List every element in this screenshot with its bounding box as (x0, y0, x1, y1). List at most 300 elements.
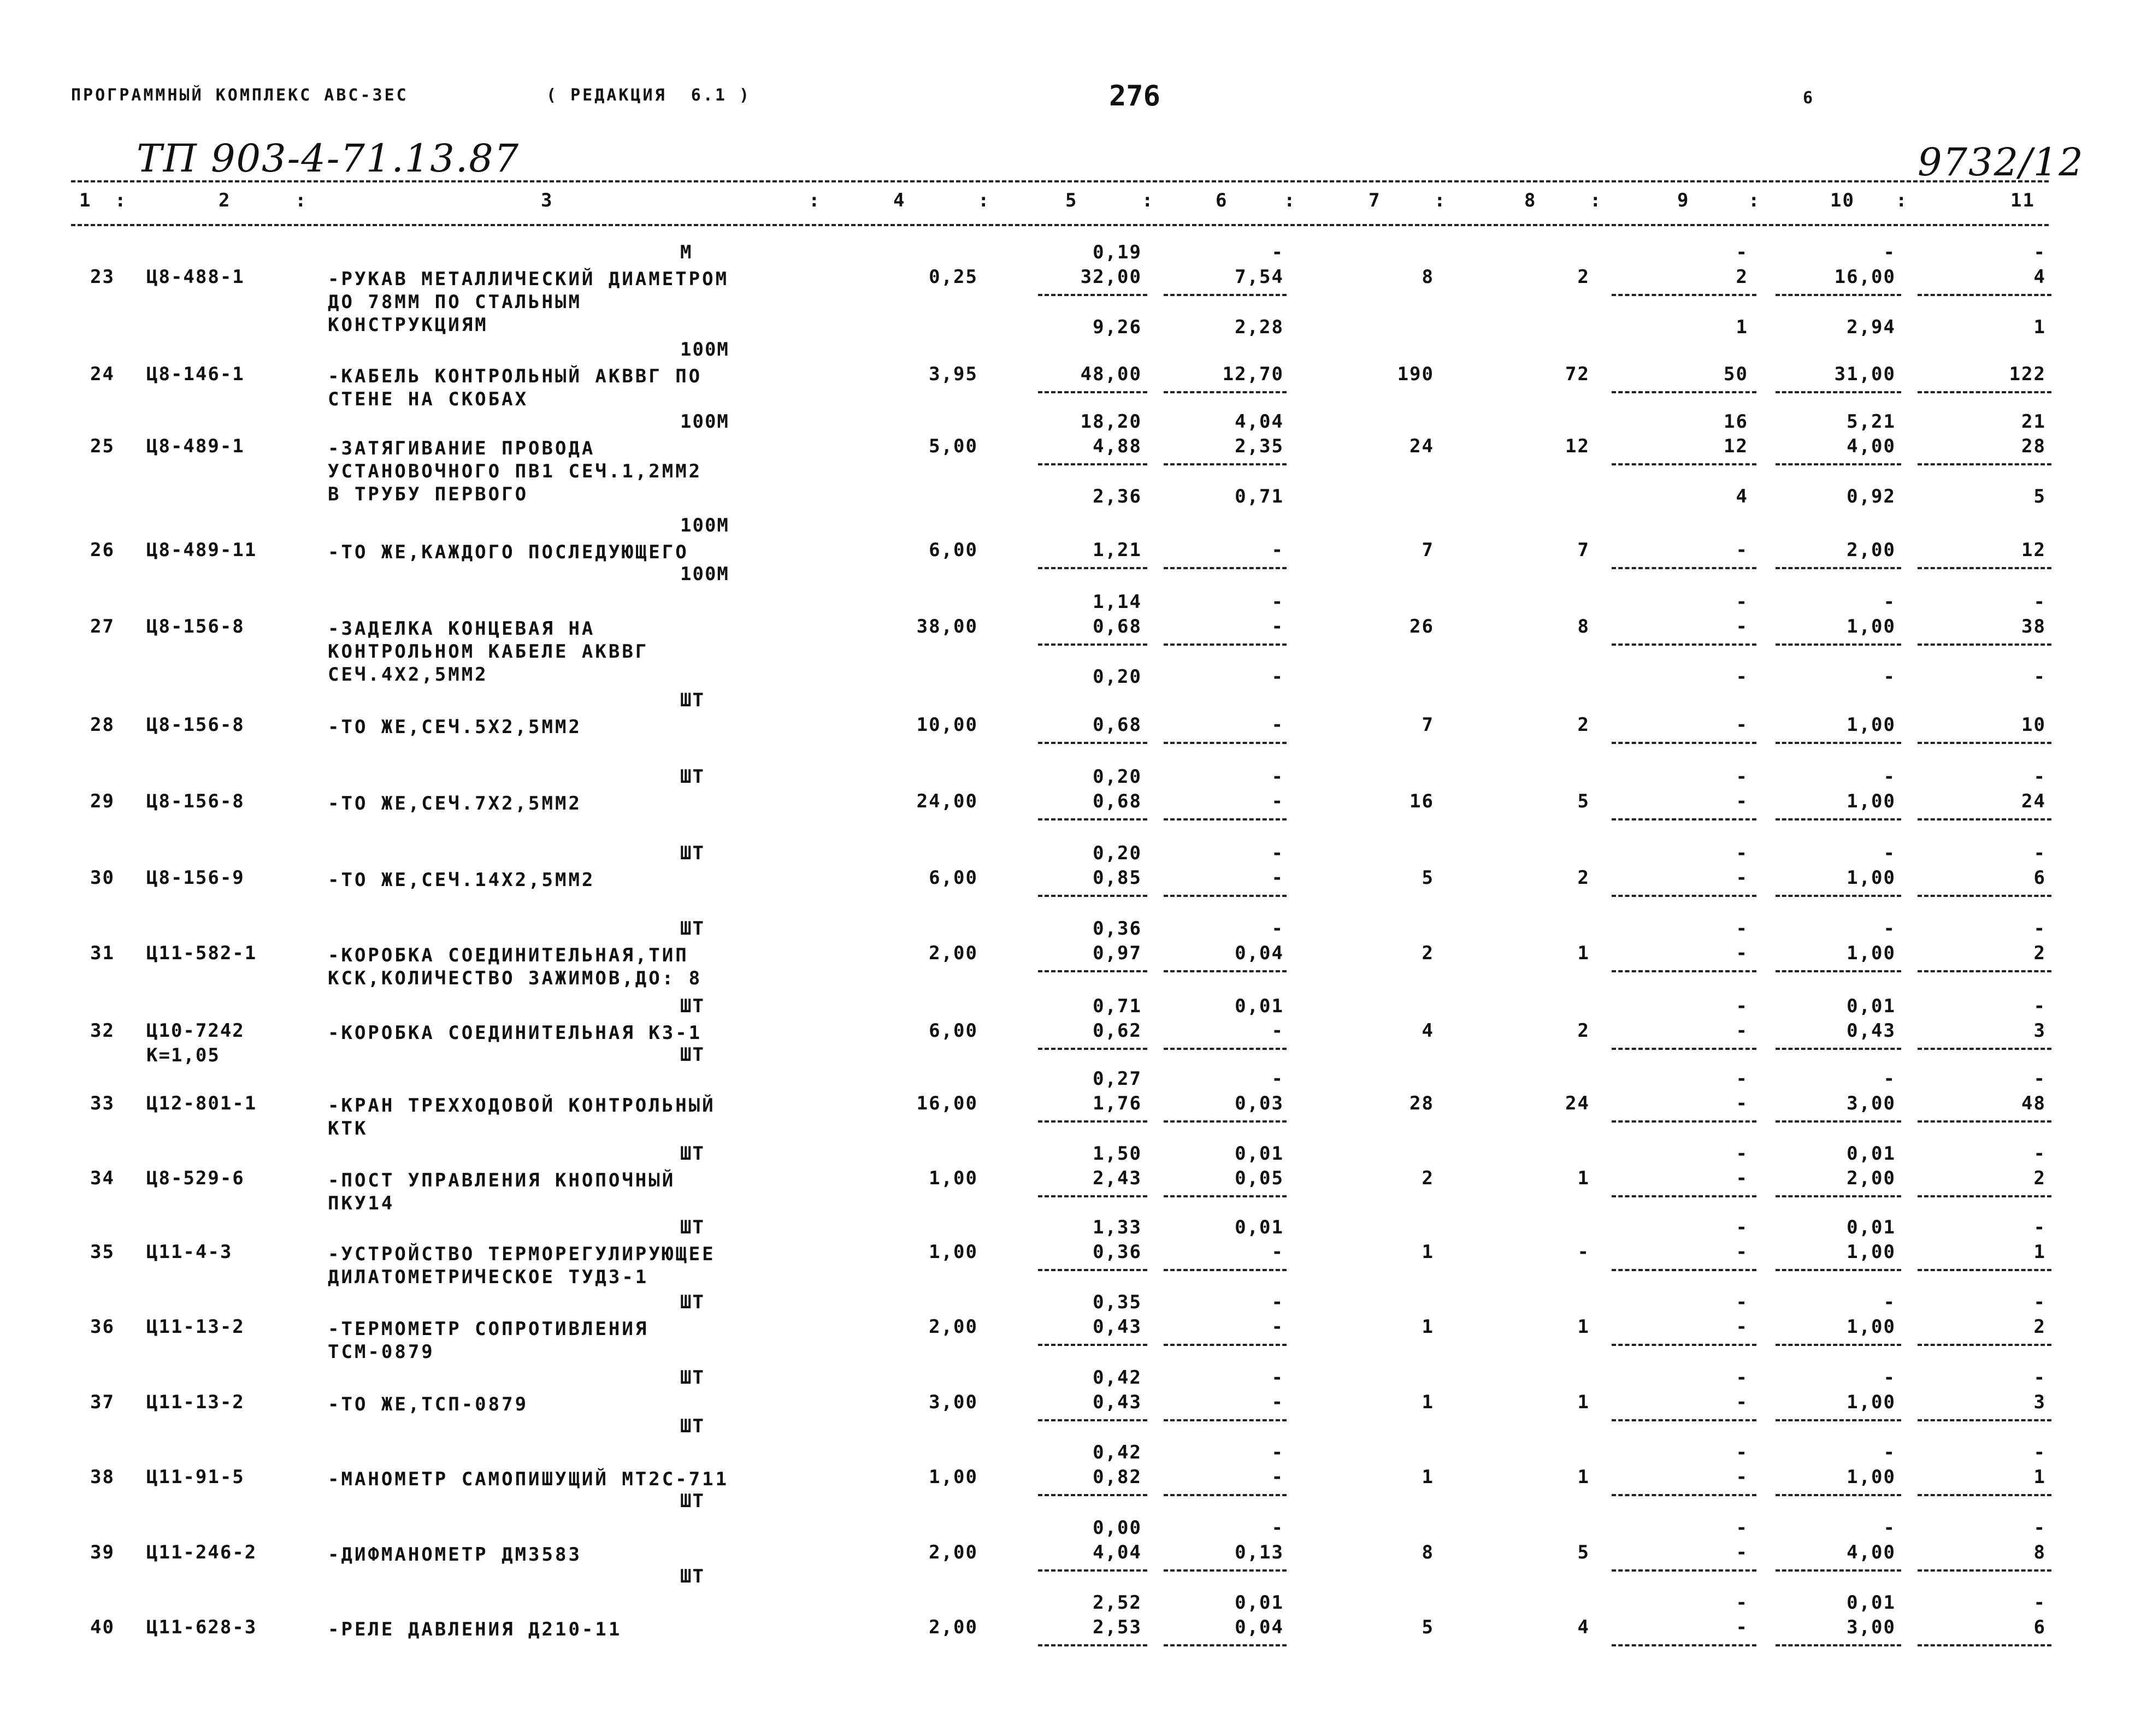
row-38-pre-c6: - (1271, 1442, 1284, 1463)
row-26-c10: 2,00 (1847, 539, 1896, 561)
row-divider (1776, 463, 1901, 465)
row-36-c6: - (1271, 1316, 1284, 1338)
row-25-pre-c6: 4,04 (1235, 411, 1284, 433)
row-33-pre-c11: - (2033, 1068, 2046, 1090)
row-40-pre-c9: - (1736, 1592, 1748, 1614)
row-number: 38 (90, 1466, 115, 1488)
row-divider (1918, 1419, 2051, 1421)
unit-label: ШТ (680, 1415, 705, 1437)
row-31-c6: 0,04 (1235, 942, 1284, 964)
row-24-c8: 72 (1565, 363, 1590, 385)
row-divider (1776, 1644, 1901, 1646)
row-divider (1776, 1569, 1901, 1572)
row-31-c7: 2 (1422, 942, 1434, 964)
row-35-c5: 0,36 (1093, 1241, 1142, 1263)
row-28-c8: 2 (1577, 714, 1590, 736)
rate-code: Ц8-146-1 (146, 363, 245, 385)
row-divider (1776, 895, 1901, 897)
row-divider (1776, 1195, 1901, 1197)
row-divider (1776, 1419, 1901, 1421)
row-29-c4: 24,00 (916, 790, 978, 812)
row-27-pre-c9: - (1736, 591, 1748, 613)
work-description: -УСТРОЙСТВО ТЕРМОРЕГУЛИРУЮЩЕЕ (328, 1243, 716, 1265)
row-divider (1038, 970, 1147, 972)
row-number: 25 (90, 435, 115, 457)
unit-label: М (680, 241, 693, 263)
row-27-c11: 38 (2021, 616, 2046, 637)
work-description: -ЗАДЕЛКА КОНЦЕВАЯ НА (328, 618, 595, 640)
rate-code: Ц11-582-1 (146, 942, 257, 964)
row-32-c11: 3 (2033, 1020, 2046, 1042)
column-separator: : (1284, 190, 1296, 211)
row-28-c5: 0,68 (1093, 714, 1142, 736)
unit-label: ШТ (680, 1367, 705, 1389)
row-divider (1776, 1120, 1901, 1123)
row-32-c7: 4 (1422, 1020, 1434, 1042)
row-divider (1612, 818, 1756, 820)
row-number: 28 (90, 714, 115, 736)
rate-code: Ц11-91-5 (146, 1466, 245, 1488)
unit-label: ШТ (680, 842, 705, 864)
row-30-c4: 6,00 (929, 867, 978, 889)
row-divider (1164, 294, 1287, 296)
row-37-c4: 3,00 (929, 1391, 978, 1413)
row-divider (1612, 895, 1756, 897)
work-description: -КОРОБКА СОЕДИНИТЕЛЬНАЯ КЗ-1 (328, 1022, 703, 1044)
row-number: 40 (90, 1616, 115, 1638)
row-34-c11: 2 (2033, 1167, 2046, 1189)
row-divider (1164, 1644, 1287, 1646)
row-39-c8: 5 (1577, 1542, 1590, 1563)
work-description: КТК (328, 1118, 368, 1139)
row-divider (1776, 970, 1901, 972)
row-divider (1776, 742, 1901, 744)
column-header-4: 4 (893, 190, 906, 211)
row-number: 23 (90, 266, 115, 288)
row-23-c7: 8 (1422, 266, 1434, 288)
row-37-pre-c10: - (1883, 1367, 1896, 1389)
row-divider (1612, 970, 1756, 972)
row-23-c8: 2 (1577, 266, 1590, 288)
row-24-c4: 3,95 (929, 363, 978, 385)
row-divider (1038, 1048, 1147, 1050)
row-number: 31 (90, 942, 115, 964)
row-24-c5: 48,00 (1080, 363, 1142, 385)
row-28-c11: 10 (2021, 714, 2046, 736)
row-31-c5: 0,97 (1093, 942, 1142, 964)
work-description: СТЕНЕ НА СКОБАХ (328, 388, 529, 410)
row-40-c9: - (1736, 1616, 1748, 1638)
row-38-pre-c9: - (1736, 1442, 1748, 1463)
row-40-c8: 4 (1577, 1616, 1590, 1638)
row-31-c11: 2 (2033, 942, 2046, 964)
work-description: ПКУ14 (328, 1192, 395, 1214)
row-37-c6: - (1271, 1391, 1284, 1413)
row-39-c4: 2,00 (929, 1542, 978, 1563)
row-divider (1918, 1344, 2051, 1346)
row-33-c8: 24 (1565, 1093, 1590, 1114)
row-divider (1038, 567, 1147, 569)
row-38-pre-c10: - (1883, 1442, 1896, 1463)
row-number: 33 (90, 1093, 115, 1114)
row-38-pre-c5: 0,42 (1093, 1442, 1142, 1463)
row-divider (1776, 391, 1901, 393)
row-27-c10: 1,00 (1847, 616, 1896, 637)
row-29-pre-c9: - (1736, 766, 1748, 788)
work-description: -ТЕРМОМЕТР СОПРОТИВЛЕНИЯ (328, 1318, 649, 1340)
row-33-c4: 16,00 (916, 1093, 978, 1114)
row-27-c9: - (1736, 616, 1748, 637)
row-divider (1164, 391, 1287, 393)
row-23-c10: 16,00 (1834, 266, 1896, 288)
row-30-pre-c5: 0,20 (1093, 842, 1142, 864)
row-37-c10: 1,00 (1847, 1391, 1896, 1413)
row-divider (1164, 970, 1287, 972)
unit-label: 100М (680, 339, 729, 361)
rate-code: Ц11-13-2 (146, 1316, 245, 1338)
header-rule (71, 180, 2049, 182)
program-title: ПРОГРАММНЫЙ КОМПЛЕКС АВС-3ЕС (71, 86, 409, 105)
page-number: 276 (1109, 80, 1160, 113)
row-27-sub-c5: 0,20 (1093, 666, 1142, 688)
row-36-c9: - (1736, 1316, 1748, 1338)
row-number: 34 (90, 1167, 115, 1189)
row-37-pre-c5: 0,42 (1093, 1367, 1142, 1389)
row-divider (1612, 742, 1756, 744)
row-divider (1918, 1644, 2051, 1646)
row-38-c6: - (1271, 1466, 1284, 1488)
column-header-1: 1 (79, 190, 92, 211)
row-29-c6: - (1271, 790, 1284, 812)
row-29-pre-c11: - (2033, 766, 2046, 788)
work-description: ДИЛАТОМЕТРИЧЕСКОЕ ТУДЗ-1 (328, 1266, 649, 1288)
row-35-pre-c6: 0,01 (1235, 1217, 1284, 1238)
row-23-sub-c5: 9,26 (1093, 316, 1142, 338)
row-32-pre-c9: - (1736, 995, 1748, 1017)
row-32-pre-c11: - (2033, 995, 2046, 1017)
row-23-c6: 7,54 (1235, 266, 1284, 288)
work-description: -ТО ЖЕ,СЕЧ.14Х2,5ММ2 (328, 869, 595, 891)
row-divider (1038, 1644, 1147, 1646)
row-40-pre-c6: 0,01 (1235, 1592, 1284, 1614)
work-description: -ТО ЖЕ,КАЖДОГО ПОСЛЕДУЮЩЕГО (328, 541, 689, 563)
row-divider (1776, 1494, 1901, 1496)
rate-code: Ц8-156-8 (146, 616, 245, 637)
row-32-pre-c6: 0,01 (1235, 995, 1284, 1017)
row-34-c4: 1,00 (929, 1167, 978, 1189)
row-divider (1612, 391, 1756, 393)
row-32-c5: 0,62 (1093, 1020, 1142, 1042)
rate-code: Ц8-529-6 (146, 1167, 245, 1189)
row-divider (1918, 463, 2051, 465)
column-header-7: 7 (1369, 190, 1381, 211)
row-28-c10: 1,00 (1847, 714, 1896, 736)
row-number: 30 (90, 867, 115, 889)
row-29-c8: 5 (1577, 790, 1590, 812)
row-number: 27 (90, 616, 115, 637)
row-divider (1918, 818, 2051, 820)
row-23-pre-c5: 0,19 (1093, 241, 1142, 263)
work-description: ДО 78ММ ПО СТАЛЬНЫМ (328, 291, 582, 313)
row-40-pre-c5: 2,52 (1093, 1592, 1142, 1614)
row-33-c9: - (1736, 1093, 1748, 1114)
row-25-c10: 4,00 (1847, 435, 1896, 457)
row-number: 32 (90, 1020, 115, 1042)
rate-code: Ц8-488-1 (146, 266, 245, 288)
row-divider (1038, 1344, 1147, 1346)
row-33-pre-c6: - (1271, 1068, 1284, 1090)
work-description: -ДИФМАНОМЕТР ДМ3583 (328, 1544, 582, 1566)
work-description: КСК,КОЛИЧЕСТВО ЗАЖИМОВ,ДО: 8 (328, 967, 703, 989)
row-25-c6: 2,35 (1235, 435, 1284, 457)
row-23-pre-c11: - (2033, 241, 2046, 263)
row-31-c4: 2,00 (929, 942, 978, 964)
row-number: 24 (90, 363, 115, 385)
row-34-pre-c6: 0,01 (1235, 1143, 1284, 1165)
row-26-c11: 12 (2021, 539, 2046, 561)
rate-coefficient: К=1,05 (146, 1044, 220, 1066)
row-27-c7: 26 (1409, 616, 1434, 637)
row-25-sub-c10: 0,92 (1847, 486, 1896, 507)
row-27-sub-c6: - (1271, 666, 1284, 688)
row-32-pre-c5: 0,71 (1093, 995, 1142, 1017)
row-24-c11: 122 (2009, 363, 2046, 385)
row-40-c7: 5 (1422, 1616, 1434, 1638)
row-38-c10: 1,00 (1847, 1466, 1896, 1488)
row-divider (1164, 1120, 1287, 1123)
row-divider (1918, 895, 2051, 897)
row-23-pre-c6: - (1271, 241, 1284, 263)
unit-label: ШТ (680, 1217, 705, 1238)
row-27-sub-c9: - (1736, 666, 1748, 688)
row-26-c5: 1,21 (1093, 539, 1142, 561)
column-separator: : (809, 190, 821, 211)
row-23-c9: 2 (1736, 266, 1748, 288)
row-27-pre-c6: - (1271, 591, 1284, 613)
column-header-5: 5 (1065, 190, 1078, 211)
row-35-c7: 1 (1422, 1241, 1434, 1263)
column-header-8: 8 (1524, 190, 1537, 211)
doc-code: ТП 903-4-71.13.87 (137, 136, 520, 181)
row-divider (1918, 1494, 2051, 1496)
row-34-c9: - (1736, 1167, 1748, 1189)
row-33-pre-c10: - (1883, 1068, 1896, 1090)
row-39-pre-c5: 0,00 (1093, 1517, 1142, 1539)
row-39-c9: - (1736, 1542, 1748, 1563)
row-divider (1612, 643, 1756, 646)
row-26-c9: - (1736, 539, 1748, 561)
column-header-9: 9 (1677, 190, 1690, 211)
row-25-pre-c11: 21 (2021, 411, 2046, 433)
row-30-c5: 0,85 (1093, 867, 1142, 889)
row-number: 39 (90, 1542, 115, 1563)
row-divider (1612, 1269, 1756, 1271)
row-24-c9: 50 (1724, 363, 1748, 385)
row-divider (1164, 1269, 1287, 1271)
row-divider (1038, 742, 1147, 744)
row-30-pre-c10: - (1883, 842, 1896, 864)
row-28-c4: 10,00 (916, 714, 978, 736)
row-23-sub-c9: 1 (1736, 316, 1748, 338)
row-35-c9: - (1736, 1241, 1748, 1263)
row-number: 37 (90, 1391, 115, 1413)
row-37-c7: 1 (1422, 1391, 1434, 1413)
row-31-c9: - (1736, 942, 1748, 964)
rate-code: Ц11-13-2 (146, 1391, 245, 1413)
row-divider (1918, 1195, 2051, 1197)
row-divider (1164, 567, 1287, 569)
work-description: -ТО ЖЕ,СЕЧ.5Х2,5ММ2 (328, 716, 582, 738)
unit-label: 100М (680, 563, 729, 585)
row-divider (1164, 1344, 1287, 1346)
row-29-c5: 0,68 (1093, 790, 1142, 812)
row-32-c6: - (1271, 1020, 1284, 1042)
row-36-pre-c9: - (1736, 1291, 1748, 1313)
row-27-pre-c10: - (1883, 591, 1896, 613)
row-37-c11: 3 (2033, 1391, 2046, 1413)
column-header-10: 10 (1830, 190, 1855, 211)
work-description: -КАБЕЛЬ КОНТРОЛЬНЫЙ АКВВГ ПО (328, 365, 703, 387)
row-divider (1612, 567, 1756, 569)
row-divider (1776, 294, 1901, 296)
row-36-c7: 1 (1422, 1316, 1434, 1338)
column-separator: : (1748, 190, 1761, 211)
row-divider (1164, 895, 1287, 897)
column-header-11: 11 (2010, 190, 2035, 211)
row-23-sub-c6: 2,28 (1235, 316, 1284, 338)
row-33-c10: 3,00 (1847, 1093, 1896, 1114)
row-36-pre-c6: - (1271, 1291, 1284, 1313)
row-divider (1918, 294, 2051, 296)
row-30-pre-c11: - (2033, 842, 2046, 864)
row-30-c6: - (1271, 867, 1284, 889)
row-34-c7: 2 (1422, 1167, 1434, 1189)
column-separator: : (1434, 190, 1447, 211)
row-divider (1164, 1569, 1287, 1572)
rate-code: Ц8-156-8 (146, 714, 245, 736)
work-description: -ПОСТ УПРАВЛЕНИЯ КНОПОЧНЫЙ (328, 1170, 676, 1191)
rate-code: Ц11-628-3 (146, 1616, 257, 1638)
unit-label: ШТ (680, 1566, 705, 1587)
work-description: В ТРУБУ ПЕРВОГО (328, 483, 529, 505)
row-35-pre-c9: - (1736, 1217, 1748, 1238)
row-40-c10: 3,00 (1847, 1616, 1896, 1638)
row-36-c5: 0,43 (1093, 1316, 1142, 1338)
row-divider (1038, 1120, 1147, 1123)
row-divider (1038, 1494, 1147, 1496)
row-26-c6: - (1271, 539, 1284, 561)
work-description: -КОРОБКА СОЕДИНИТЕЛЬНАЯ,ТИП (328, 944, 689, 966)
row-39-pre-c11: - (2033, 1517, 2046, 1539)
row-33-pre-c5: 0,27 (1093, 1068, 1142, 1090)
row-37-c8: 1 (1577, 1391, 1590, 1413)
row-divider (1038, 1569, 1147, 1572)
column-header-6: 6 (1216, 190, 1228, 211)
row-36-c8: 1 (1577, 1316, 1590, 1338)
rate-code: Ц8-156-8 (146, 790, 245, 812)
row-divider (1612, 1494, 1756, 1496)
row-34-c6: 0,05 (1235, 1167, 1284, 1189)
row-25-sub-c9: 4 (1736, 486, 1748, 507)
row-25-pre-c5: 18,20 (1080, 411, 1142, 433)
row-29-c10: 1,00 (1847, 790, 1896, 812)
row-25-c11: 28 (2021, 435, 2046, 457)
row-27-c8: 8 (1577, 616, 1590, 637)
rate-code: Ц10-7242 (146, 1020, 245, 1042)
row-40-c6: 0,04 (1235, 1616, 1284, 1638)
row-divider (1164, 1494, 1287, 1496)
row-divider (1918, 643, 2051, 646)
row-31-c10: 1,00 (1847, 942, 1896, 964)
work-description: КОНТРОЛЬНОМ КАБЕЛЕ АКВВГ (328, 641, 649, 663)
rate-code: Ц12-801-1 (146, 1093, 257, 1114)
unit-label: ШТ (680, 689, 705, 711)
row-25-sub-c5: 2,36 (1093, 486, 1142, 507)
row-39-c5: 4,04 (1093, 1542, 1142, 1563)
row-34-c8: 1 (1577, 1167, 1590, 1189)
row-37-pre-c9: - (1736, 1367, 1748, 1389)
row-26-c7: 7 (1422, 539, 1434, 561)
row-divider (1164, 643, 1287, 646)
row-23-sub-c10: 2,94 (1847, 316, 1896, 338)
row-34-c10: 2,00 (1847, 1167, 1896, 1189)
row-divider (1164, 1048, 1287, 1050)
row-35-c8: - (1577, 1241, 1590, 1263)
row-40-c11: 6 (2033, 1616, 2046, 1638)
row-32-c9: - (1736, 1020, 1748, 1042)
row-divider (1164, 742, 1287, 744)
row-23-c11: 4 (2033, 266, 2046, 288)
row-35-pre-c11: - (2033, 1217, 2046, 1238)
row-29-pre-c6: - (1271, 766, 1284, 788)
column-header-3: 3 (541, 190, 553, 211)
row-25-pre-c10: 5,21 (1847, 411, 1896, 433)
row-30-pre-c6: - (1271, 842, 1284, 864)
row-28-c9: - (1736, 714, 1748, 736)
row-divider (1038, 1419, 1147, 1421)
row-32-c10: 0,43 (1847, 1020, 1896, 1042)
row-divider (1164, 818, 1287, 820)
row-29-pre-c10: - (1883, 766, 1896, 788)
row-33-pre-c9: - (1736, 1068, 1748, 1090)
row-divider (1776, 643, 1901, 646)
row-23-sub-c11: 1 (2033, 316, 2046, 338)
row-25-sub-c11: 5 (2033, 486, 2046, 507)
rate-code: Ц8-156-9 (146, 867, 245, 889)
row-27-pre-c11: - (2033, 591, 2046, 613)
row-number: 26 (90, 539, 115, 561)
row-divider (1612, 1120, 1756, 1123)
row-38-c4: 1,00 (929, 1466, 978, 1488)
row-39-c6: 0,13 (1235, 1542, 1284, 1563)
unit-label: ШТ (680, 995, 705, 1017)
row-divider (1164, 1419, 1287, 1421)
row-36-c10: 1,00 (1847, 1316, 1896, 1338)
row-38-c8: 1 (1577, 1466, 1590, 1488)
row-32-pre-c10: 0,01 (1847, 995, 1896, 1017)
row-31-pre-c9: - (1736, 918, 1748, 940)
row-25-pre-c9: 16 (1724, 411, 1748, 433)
row-32-c4: 6,00 (929, 1020, 978, 1042)
edition-label: ( РЕДАКЦИЯ 6.1 ) (546, 86, 752, 105)
row-31-pre-c10: - (1883, 918, 1896, 940)
row-33-c7: 28 (1409, 1093, 1434, 1114)
row-25-c7: 24 (1409, 435, 1434, 457)
row-divider (1038, 463, 1147, 465)
work-description: -РУКАВ МЕТАЛЛИЧЕСКИЙ ДИАМЕТРОМ (328, 268, 729, 290)
row-35-pre-c5: 1,33 (1093, 1217, 1142, 1238)
row-32-c8: 2 (1577, 1020, 1590, 1042)
